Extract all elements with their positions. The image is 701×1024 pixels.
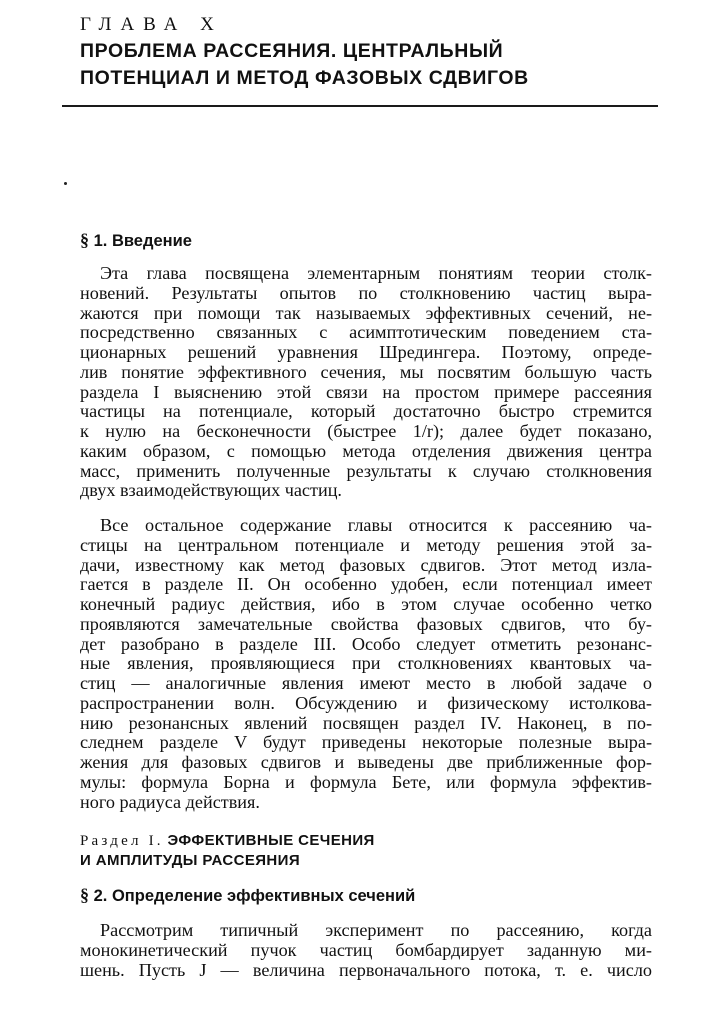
text-line: гается в разделе II. Он особенно удобен, если потенциал имеет [80,574,652,595]
text-line: новений. Результаты опытов по столкновению частиц выра- [80,282,652,303]
part-1-heading-line-1 [80,832,375,850]
text-line: монокинетический пучок частиц бомбардирует заданную ми- [80,939,652,960]
text-line: дачи, известному как метод фазовых сдвигов. Этот метод изла- [80,554,652,575]
text-line: нию резонансных явлений посвящен раздел IV. Наконец, в по- [80,712,652,733]
part-1-heading-line-2 [80,852,300,870]
part-prefix: Раздел I. [80,833,164,849]
text-line: дет разобрано в разделе III. Особо следует отметить резонанс- [80,633,652,654]
chapter-label: ГЛАВА X [80,14,223,35]
section-number: 1. [93,232,108,250]
text-line: частицы на потенциале, который достаточно быстро стремится [80,401,652,422]
section-1-heading [80,230,192,251]
text-line: посредственно связанных с асимптотическим поведением ста- [80,322,652,343]
text-line: стиц — аналогичные явления имеют место в любой задаче о [80,673,652,693]
text-line: лив понятие эффективного сечения, мы посвятим большую часть [80,361,652,382]
part-title-line-1: ЭФФЕКТИВНЫЕ СЕЧЕНИЯ [167,832,375,849]
text-line: к нулю на бесконечности (быстрее 1/r); далее будет показано, [80,421,652,441]
text-line: ного радиуса действия. [80,791,260,812]
paragraph-3 [80,921,652,980]
title-divider-rule [62,105,658,107]
text-line: Рассмотрим типичный эксперимент по рассеянию, когда [100,920,652,940]
chapter-title-line-2: ПОТЕНЦИАЛ И МЕТОД ФАЗОВЫХ СДВИГОВ [80,67,529,89]
text-line: конечный радиус действия, ибо в этом случае особенно четко [80,594,652,614]
text-line: раздела I выяснению этой связи на простом примере рассеяния [80,381,652,402]
text-line: мулы: формула Борна и формула Бете, или формула эффектив- [80,771,652,792]
text-line: ные явления, проявляющиеся при столкновениях квантовых ча- [80,653,652,674]
text-line: двух взаимодействующих частиц. [80,480,342,501]
section-symbol: § [80,885,89,905]
section-number: 2. [93,887,108,905]
text-line: распространении волн. Обсуждению и физическому истолкова- [80,692,652,713]
paragraph-1 [80,264,652,501]
text-line: масс, применить полученные результаты к случаю столкновения [80,460,652,481]
print-speck [64,182,67,185]
text-line: следнем разделе V будут приведены некоторые полезные выра- [80,732,652,753]
text-line: проявляются замечательные свойства фазовых сдвигов, что бу- [80,613,652,634]
paragraph-2 [80,516,652,812]
text-line: шень. Пусть J — величина первоначального потока, т. е. число [80,959,652,980]
text-line: каким образом, с помощью метода отделения движения центра [80,440,652,461]
part-title-line-2: И АМПЛИТУДЫ РАССЕЯНИЯ [80,852,301,869]
section-2-heading [80,885,415,906]
text-line: ционарных решений уравнения Шредингера. Поэтому, опреде- [80,342,652,362]
section-title: Определение эффективных сечений [111,887,416,905]
text-line: Эта глава посвящена элементарным понятиям теории столк- [100,263,652,283]
text-line: жения для фазовых сдвигов и выведены две приближенные фор- [80,752,652,772]
text-line: жаются при помощи так называемых эффективных сечений, не- [80,302,652,323]
text-line: Все остальное содержание главы относится к рассеянию ча- [100,515,652,535]
text-line: стицы на центральном потенциале и методу решения этой за- [80,534,652,555]
section-symbol: § [80,230,89,250]
chapter-title-line-1: ПРОБЛЕМА РАССЕЯНИЯ. ЦЕНТРАЛЬНЫЙ [80,40,504,62]
section-title: Введение [111,232,192,250]
